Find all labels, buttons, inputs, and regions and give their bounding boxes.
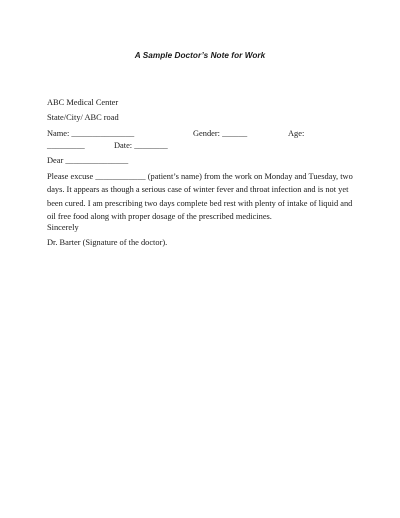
clinic-name: ABC Medical Center bbox=[47, 98, 119, 107]
document-title: A Sample Doctor’s Note for Work bbox=[134, 51, 266, 60]
date-field: Date: ________ bbox=[114, 141, 168, 150]
patient-name-field: Name: _______________ bbox=[47, 129, 135, 138]
clinic-address: State/City/ ABC road bbox=[47, 113, 119, 122]
salutation: Dear _______________ bbox=[47, 156, 129, 165]
closing: Sincerely bbox=[47, 223, 79, 232]
gender-field: Gender: ______ bbox=[193, 129, 248, 138]
age-blank: _________ bbox=[47, 141, 85, 150]
age-field: Age: bbox=[288, 129, 305, 138]
note-body: Please excuse ____________ (patient’s name) from the work on Monday and Tuesday, two days. It appears as though a serious case of winter fever and throat infection and is not yet been cured. I am prescribing two days complete bed rest with plenty of intake of liquid and oil free food along with proper dosage of the prescribed medicines. bbox=[47, 172, 353, 222]
signature: Dr. Barter (Signature of the doctor). bbox=[47, 238, 168, 247]
